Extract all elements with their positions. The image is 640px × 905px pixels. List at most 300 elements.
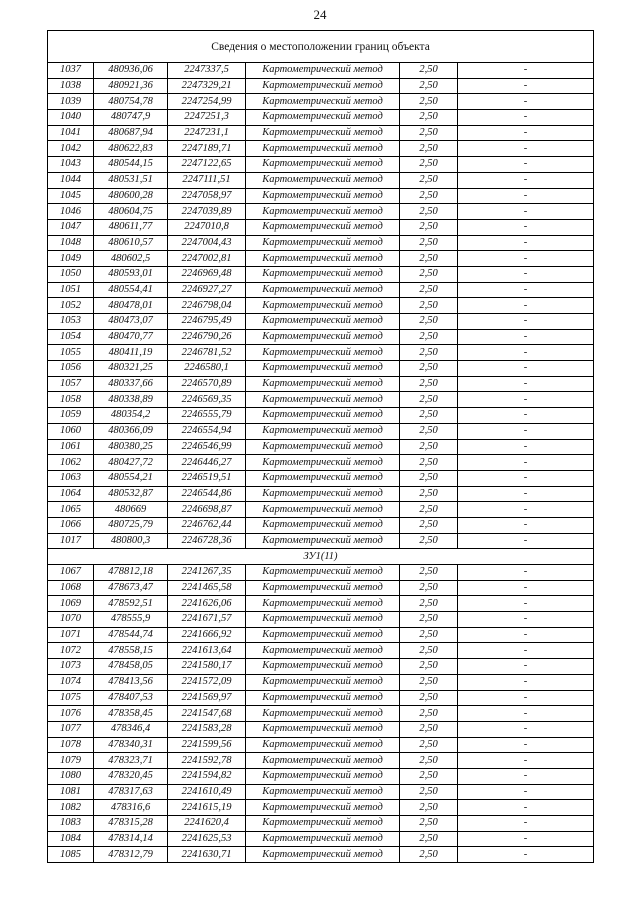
point-number-cell: 1054 bbox=[48, 329, 94, 345]
x-coordinate-cell: 480725,79 bbox=[94, 517, 168, 533]
note-cell: - bbox=[458, 392, 594, 408]
method-cell: Картометрический метод bbox=[246, 251, 400, 267]
accuracy-cell: 2,50 bbox=[400, 643, 458, 659]
method-cell: Картометрический метод bbox=[246, 737, 400, 753]
y-coordinate-cell: 2241592,78 bbox=[168, 753, 246, 769]
accuracy-cell: 2,50 bbox=[400, 612, 458, 628]
x-coordinate-cell: 478340,31 bbox=[94, 737, 168, 753]
accuracy-cell: 2,50 bbox=[400, 565, 458, 581]
note-cell: - bbox=[458, 596, 594, 612]
note-cell: - bbox=[458, 768, 594, 784]
table-row bbox=[48, 502, 594, 518]
y-coordinate-cell: 2241547,68 bbox=[168, 706, 246, 722]
x-coordinate-cell: 480321,25 bbox=[94, 361, 168, 377]
table-row bbox=[48, 392, 594, 408]
method-cell: Картометрический метод bbox=[246, 643, 400, 659]
note-cell: - bbox=[458, 172, 594, 188]
table-row bbox=[48, 110, 594, 126]
accuracy-cell: 2,50 bbox=[400, 721, 458, 737]
point-number-cell: 1055 bbox=[48, 345, 94, 361]
method-cell: Картометрический метод bbox=[246, 376, 400, 392]
point-number-cell: 1053 bbox=[48, 314, 94, 330]
table-row bbox=[48, 141, 594, 157]
note-cell: - bbox=[458, 408, 594, 424]
point-number-cell: 1046 bbox=[48, 204, 94, 220]
y-coordinate-cell: 2246446,27 bbox=[168, 455, 246, 471]
x-coordinate-cell: 480554,21 bbox=[94, 470, 168, 486]
note-cell: - bbox=[458, 282, 594, 298]
method-cell: Картометрический метод bbox=[246, 721, 400, 737]
table-title-row bbox=[48, 31, 594, 63]
boundary-table bbox=[47, 30, 594, 863]
table-row bbox=[48, 282, 594, 298]
y-coordinate-cell: 2241580,17 bbox=[168, 659, 246, 675]
accuracy-cell: 2,50 bbox=[400, 329, 458, 345]
point-number-cell: 1083 bbox=[48, 816, 94, 832]
x-coordinate-cell: 480604,75 bbox=[94, 204, 168, 220]
y-coordinate-cell: 2246698,87 bbox=[168, 502, 246, 518]
point-number-cell: 1066 bbox=[48, 517, 94, 533]
table-row bbox=[48, 251, 594, 267]
y-coordinate-cell: 2246798,04 bbox=[168, 298, 246, 314]
note-cell: - bbox=[458, 674, 594, 690]
table-row bbox=[48, 627, 594, 643]
x-coordinate-cell: 478346,4 bbox=[94, 721, 168, 737]
x-coordinate-cell: 480610,57 bbox=[94, 235, 168, 251]
method-cell: Картометрический метод bbox=[246, 266, 400, 282]
accuracy-cell: 2,50 bbox=[400, 157, 458, 173]
method-cell: Картометрический метод bbox=[246, 110, 400, 126]
x-coordinate-cell: 480470,77 bbox=[94, 329, 168, 345]
note-cell: - bbox=[458, 439, 594, 455]
y-coordinate-cell: 2246781,52 bbox=[168, 345, 246, 361]
x-coordinate-cell: 478315,28 bbox=[94, 816, 168, 832]
method-cell: Картометрический метод bbox=[246, 282, 400, 298]
method-cell: Картометрический метод bbox=[246, 361, 400, 377]
accuracy-cell: 2,50 bbox=[400, 517, 458, 533]
point-number-cell: 1077 bbox=[48, 721, 94, 737]
section-label: ЗУ1(11) bbox=[48, 549, 594, 565]
method-cell: Картометрический метод bbox=[246, 831, 400, 847]
table-row bbox=[48, 345, 594, 361]
table-row bbox=[48, 816, 594, 832]
x-coordinate-cell: 478458,05 bbox=[94, 659, 168, 675]
y-coordinate-cell: 2241613,64 bbox=[168, 643, 246, 659]
point-number-cell: 1074 bbox=[48, 674, 94, 690]
x-coordinate-cell: 478413,56 bbox=[94, 674, 168, 690]
point-number-cell: 1058 bbox=[48, 392, 94, 408]
accuracy-cell: 2,50 bbox=[400, 376, 458, 392]
table-row bbox=[48, 737, 594, 753]
accuracy-cell: 2,50 bbox=[400, 674, 458, 690]
note-cell: - bbox=[458, 376, 594, 392]
table-row bbox=[48, 329, 594, 345]
method-cell: Картометрический метод bbox=[246, 157, 400, 173]
method-cell: Картометрический метод bbox=[246, 800, 400, 816]
point-number-cell: 1051 bbox=[48, 282, 94, 298]
point-number-cell: 1043 bbox=[48, 157, 94, 173]
point-number-cell: 1045 bbox=[48, 188, 94, 204]
y-coordinate-cell: 2247111,51 bbox=[168, 172, 246, 188]
x-coordinate-cell: 480687,94 bbox=[94, 125, 168, 141]
note-cell: - bbox=[458, 706, 594, 722]
accuracy-cell: 2,50 bbox=[400, 502, 458, 518]
x-coordinate-cell: 480669 bbox=[94, 502, 168, 518]
accuracy-cell: 2,50 bbox=[400, 455, 458, 471]
y-coordinate-cell: 2241625,53 bbox=[168, 831, 246, 847]
method-cell: Картометрический метод bbox=[246, 78, 400, 94]
method-cell: Картометрический метод bbox=[246, 517, 400, 533]
point-number-cell: 1081 bbox=[48, 784, 94, 800]
method-cell: Картометрический метод bbox=[246, 533, 400, 549]
method-cell: Картометрический метод bbox=[246, 235, 400, 251]
method-cell: Картометрический метод bbox=[246, 753, 400, 769]
point-number-cell: 1076 bbox=[48, 706, 94, 722]
x-coordinate-cell: 480338,89 bbox=[94, 392, 168, 408]
point-number-cell: 1082 bbox=[48, 800, 94, 816]
y-coordinate-cell: 2246580,1 bbox=[168, 361, 246, 377]
point-number-cell: 1037 bbox=[48, 63, 94, 79]
method-cell: Картометрический метод bbox=[246, 674, 400, 690]
x-coordinate-cell: 480602,5 bbox=[94, 251, 168, 267]
point-number-cell: 1065 bbox=[48, 502, 94, 518]
point-number-cell: 1085 bbox=[48, 847, 94, 863]
accuracy-cell: 2,50 bbox=[400, 235, 458, 251]
note-cell: - bbox=[458, 737, 594, 753]
note-cell: - bbox=[458, 204, 594, 220]
note-cell: - bbox=[458, 517, 594, 533]
x-coordinate-cell: 480936,06 bbox=[94, 63, 168, 79]
note-cell: - bbox=[458, 63, 594, 79]
method-cell: Картометрический метод bbox=[246, 847, 400, 863]
x-coordinate-cell: 478320,45 bbox=[94, 768, 168, 784]
note-cell: - bbox=[458, 266, 594, 282]
x-coordinate-cell: 480427,72 bbox=[94, 455, 168, 471]
y-coordinate-cell: 2247002,81 bbox=[168, 251, 246, 267]
accuracy-cell: 2,50 bbox=[400, 94, 458, 110]
method-cell: Картометрический метод bbox=[246, 125, 400, 141]
table-row bbox=[48, 486, 594, 502]
x-coordinate-cell: 480544,15 bbox=[94, 157, 168, 173]
note-cell: - bbox=[458, 784, 594, 800]
point-number-cell: 1084 bbox=[48, 831, 94, 847]
y-coordinate-cell: 2247231,1 bbox=[168, 125, 246, 141]
y-coordinate-cell: 2247337,5 bbox=[168, 63, 246, 79]
accuracy-cell: 2,50 bbox=[400, 753, 458, 769]
accuracy-cell: 2,50 bbox=[400, 345, 458, 361]
y-coordinate-cell: 2246969,48 bbox=[168, 266, 246, 282]
note-cell: - bbox=[458, 361, 594, 377]
y-coordinate-cell: 2246762,44 bbox=[168, 517, 246, 533]
x-coordinate-cell: 480921,36 bbox=[94, 78, 168, 94]
table-row bbox=[48, 612, 594, 628]
method-cell: Картометрический метод bbox=[246, 502, 400, 518]
accuracy-cell: 2,50 bbox=[400, 659, 458, 675]
accuracy-cell: 2,50 bbox=[400, 141, 458, 157]
x-coordinate-cell: 478312,79 bbox=[94, 847, 168, 863]
accuracy-cell: 2,50 bbox=[400, 847, 458, 863]
accuracy-cell: 2,50 bbox=[400, 408, 458, 424]
y-coordinate-cell: 2246795,49 bbox=[168, 314, 246, 330]
accuracy-cell: 2,50 bbox=[400, 784, 458, 800]
table-row bbox=[48, 690, 594, 706]
table-row bbox=[48, 580, 594, 596]
accuracy-cell: 2,50 bbox=[400, 219, 458, 235]
note-cell: - bbox=[458, 627, 594, 643]
accuracy-cell: 2,50 bbox=[400, 188, 458, 204]
point-number-cell: 1017 bbox=[48, 533, 94, 549]
method-cell: Картометрический метод bbox=[246, 63, 400, 79]
table-row bbox=[48, 298, 594, 314]
accuracy-cell: 2,50 bbox=[400, 800, 458, 816]
x-coordinate-cell: 480473,07 bbox=[94, 314, 168, 330]
point-number-cell: 1068 bbox=[48, 580, 94, 596]
x-coordinate-cell: 478358,45 bbox=[94, 706, 168, 722]
point-number-cell: 1057 bbox=[48, 376, 94, 392]
x-coordinate-cell: 480478,01 bbox=[94, 298, 168, 314]
note-cell: - bbox=[458, 329, 594, 345]
method-cell: Картометрический метод bbox=[246, 816, 400, 832]
y-coordinate-cell: 2241630,71 bbox=[168, 847, 246, 863]
x-coordinate-cell: 480531,51 bbox=[94, 172, 168, 188]
x-coordinate-cell: 480366,09 bbox=[94, 423, 168, 439]
accuracy-cell: 2,50 bbox=[400, 204, 458, 220]
point-number-cell: 1070 bbox=[48, 612, 94, 628]
accuracy-cell: 2,50 bbox=[400, 737, 458, 753]
point-number-cell: 1080 bbox=[48, 768, 94, 784]
y-coordinate-cell: 2246927,27 bbox=[168, 282, 246, 298]
note-cell: - bbox=[458, 565, 594, 581]
method-cell: Картометрический метод bbox=[246, 408, 400, 424]
method-cell: Картометрический метод bbox=[246, 329, 400, 345]
point-number-cell: 1061 bbox=[48, 439, 94, 455]
note-cell: - bbox=[458, 455, 594, 471]
accuracy-cell: 2,50 bbox=[400, 266, 458, 282]
note-cell: - bbox=[458, 612, 594, 628]
point-number-cell: 1041 bbox=[48, 125, 94, 141]
x-coordinate-cell: 480600,28 bbox=[94, 188, 168, 204]
point-number-cell: 1062 bbox=[48, 455, 94, 471]
x-coordinate-cell: 478544,74 bbox=[94, 627, 168, 643]
method-cell: Картометрический метод bbox=[246, 612, 400, 628]
point-number-cell: 1078 bbox=[48, 737, 94, 753]
table-row bbox=[48, 94, 594, 110]
y-coordinate-cell: 2241572,09 bbox=[168, 674, 246, 690]
x-coordinate-cell: 478592,51 bbox=[94, 596, 168, 612]
x-coordinate-cell: 478555,9 bbox=[94, 612, 168, 628]
table-row bbox=[48, 643, 594, 659]
note-cell: - bbox=[458, 659, 594, 675]
table-row bbox=[48, 361, 594, 377]
note-cell: - bbox=[458, 643, 594, 659]
accuracy-cell: 2,50 bbox=[400, 172, 458, 188]
accuracy-cell: 2,50 bbox=[400, 627, 458, 643]
accuracy-cell: 2,50 bbox=[400, 423, 458, 439]
accuracy-cell: 2,50 bbox=[400, 690, 458, 706]
point-number-cell: 1039 bbox=[48, 94, 94, 110]
table-row bbox=[48, 674, 594, 690]
y-coordinate-cell: 2247122,65 bbox=[168, 157, 246, 173]
table-row bbox=[48, 847, 594, 863]
note-cell: - bbox=[458, 251, 594, 267]
table-row bbox=[48, 376, 594, 392]
x-coordinate-cell: 480532,87 bbox=[94, 486, 168, 502]
accuracy-cell: 2,50 bbox=[400, 706, 458, 722]
table-row bbox=[48, 784, 594, 800]
accuracy-cell: 2,50 bbox=[400, 470, 458, 486]
y-coordinate-cell: 2246555,79 bbox=[168, 408, 246, 424]
table-row bbox=[48, 706, 594, 722]
table-row bbox=[48, 219, 594, 235]
note-cell: - bbox=[458, 110, 594, 126]
x-coordinate-cell: 480554,41 bbox=[94, 282, 168, 298]
point-number-cell: 1050 bbox=[48, 266, 94, 282]
page-number: 24 bbox=[313, 7, 327, 22]
point-number-cell: 1075 bbox=[48, 690, 94, 706]
y-coordinate-cell: 2246519,51 bbox=[168, 470, 246, 486]
table-row bbox=[48, 800, 594, 816]
y-coordinate-cell: 2241465,58 bbox=[168, 580, 246, 596]
point-number-cell: 1071 bbox=[48, 627, 94, 643]
method-cell: Картометрический метод bbox=[246, 423, 400, 439]
table-row bbox=[48, 470, 594, 486]
method-cell: Картометрический метод bbox=[246, 706, 400, 722]
table-row bbox=[48, 439, 594, 455]
table-row bbox=[48, 235, 594, 251]
x-coordinate-cell: 478558,15 bbox=[94, 643, 168, 659]
y-coordinate-cell: 2247254,99 bbox=[168, 94, 246, 110]
accuracy-cell: 2,50 bbox=[400, 533, 458, 549]
y-coordinate-cell: 2241569,97 bbox=[168, 690, 246, 706]
y-coordinate-cell: 2246728,36 bbox=[168, 533, 246, 549]
note-cell: - bbox=[458, 345, 594, 361]
method-cell: Картометрический метод bbox=[246, 141, 400, 157]
accuracy-cell: 2,50 bbox=[400, 125, 458, 141]
point-number-cell: 1060 bbox=[48, 423, 94, 439]
y-coordinate-cell: 2241620,4 bbox=[168, 816, 246, 832]
note-cell: - bbox=[458, 486, 594, 502]
note-cell: - bbox=[458, 502, 594, 518]
accuracy-cell: 2,50 bbox=[400, 486, 458, 502]
x-coordinate-cell: 478407,53 bbox=[94, 690, 168, 706]
table-row bbox=[48, 172, 594, 188]
method-cell: Картометрический метод bbox=[246, 392, 400, 408]
x-coordinate-cell: 480611,77 bbox=[94, 219, 168, 235]
x-coordinate-cell: 480800,3 bbox=[94, 533, 168, 549]
point-number-cell: 1048 bbox=[48, 235, 94, 251]
note-cell: - bbox=[458, 831, 594, 847]
x-coordinate-cell: 478316,6 bbox=[94, 800, 168, 816]
point-number-cell: 1073 bbox=[48, 659, 94, 675]
table-row bbox=[48, 455, 594, 471]
method-cell: Картометрический метод bbox=[246, 204, 400, 220]
method-cell: Картометрический метод bbox=[246, 94, 400, 110]
accuracy-cell: 2,50 bbox=[400, 361, 458, 377]
x-coordinate-cell: 480411,19 bbox=[94, 345, 168, 361]
y-coordinate-cell: 2241599,56 bbox=[168, 737, 246, 753]
table-title: Сведения о местоположении границ объекта bbox=[48, 31, 594, 63]
point-number-cell: 1056 bbox=[48, 361, 94, 377]
note-cell: - bbox=[458, 314, 594, 330]
accuracy-cell: 2,50 bbox=[400, 314, 458, 330]
y-coordinate-cell: 2246790,26 bbox=[168, 329, 246, 345]
y-coordinate-cell: 2241610,49 bbox=[168, 784, 246, 800]
table-row bbox=[48, 596, 594, 612]
table-row bbox=[48, 565, 594, 581]
table-row bbox=[48, 517, 594, 533]
y-coordinate-cell: 2246544,86 bbox=[168, 486, 246, 502]
accuracy-cell: 2,50 bbox=[400, 768, 458, 784]
table-row bbox=[48, 659, 594, 675]
x-coordinate-cell: 478812,18 bbox=[94, 565, 168, 581]
method-cell: Картометрический метод bbox=[246, 298, 400, 314]
method-cell: Картометрический метод bbox=[246, 314, 400, 330]
note-cell: - bbox=[458, 94, 594, 110]
accuracy-cell: 2,50 bbox=[400, 439, 458, 455]
method-cell: Картометрический метод bbox=[246, 580, 400, 596]
note-cell: - bbox=[458, 533, 594, 549]
point-number-cell: 1040 bbox=[48, 110, 94, 126]
y-coordinate-cell: 2241594,82 bbox=[168, 768, 246, 784]
accuracy-cell: 2,50 bbox=[400, 63, 458, 79]
method-cell: Картометрический метод bbox=[246, 486, 400, 502]
method-cell: Картометрический метод bbox=[246, 565, 400, 581]
table-row bbox=[48, 408, 594, 424]
accuracy-cell: 2,50 bbox=[400, 831, 458, 847]
point-number-cell: 1067 bbox=[48, 565, 94, 581]
accuracy-cell: 2,50 bbox=[400, 580, 458, 596]
point-number-cell: 1038 bbox=[48, 78, 94, 94]
y-coordinate-cell: 2246569,35 bbox=[168, 392, 246, 408]
table-row bbox=[48, 533, 594, 549]
y-coordinate-cell: 2247251,3 bbox=[168, 110, 246, 126]
method-cell: Картометрический метод bbox=[246, 596, 400, 612]
x-coordinate-cell: 478317,63 bbox=[94, 784, 168, 800]
y-coordinate-cell: 2241615,19 bbox=[168, 800, 246, 816]
note-cell: - bbox=[458, 235, 594, 251]
method-cell: Картометрический метод bbox=[246, 455, 400, 471]
point-number-cell: 1059 bbox=[48, 408, 94, 424]
y-coordinate-cell: 2247039,89 bbox=[168, 204, 246, 220]
point-number-cell: 1069 bbox=[48, 596, 94, 612]
accuracy-cell: 2,50 bbox=[400, 298, 458, 314]
y-coordinate-cell: 2246554,94 bbox=[168, 423, 246, 439]
y-coordinate-cell: 2241666,92 bbox=[168, 627, 246, 643]
accuracy-cell: 2,50 bbox=[400, 596, 458, 612]
note-cell: - bbox=[458, 847, 594, 863]
y-coordinate-cell: 2241267,35 bbox=[168, 565, 246, 581]
note-cell: - bbox=[458, 78, 594, 94]
note-cell: - bbox=[458, 188, 594, 204]
point-number-cell: 1063 bbox=[48, 470, 94, 486]
table-row bbox=[48, 423, 594, 439]
note-cell: - bbox=[458, 125, 594, 141]
table-row bbox=[48, 78, 594, 94]
point-number-cell: 1044 bbox=[48, 172, 94, 188]
table-row bbox=[48, 768, 594, 784]
note-cell: - bbox=[458, 141, 594, 157]
point-number-cell: 1064 bbox=[48, 486, 94, 502]
accuracy-cell: 2,50 bbox=[400, 816, 458, 832]
accuracy-cell: 2,50 bbox=[400, 251, 458, 267]
note-cell: - bbox=[458, 298, 594, 314]
y-coordinate-cell: 2241671,57 bbox=[168, 612, 246, 628]
note-cell: - bbox=[458, 753, 594, 769]
table-row bbox=[48, 266, 594, 282]
accuracy-cell: 2,50 bbox=[400, 78, 458, 94]
y-coordinate-cell: 2247058,97 bbox=[168, 188, 246, 204]
x-coordinate-cell: 480747,9 bbox=[94, 110, 168, 126]
